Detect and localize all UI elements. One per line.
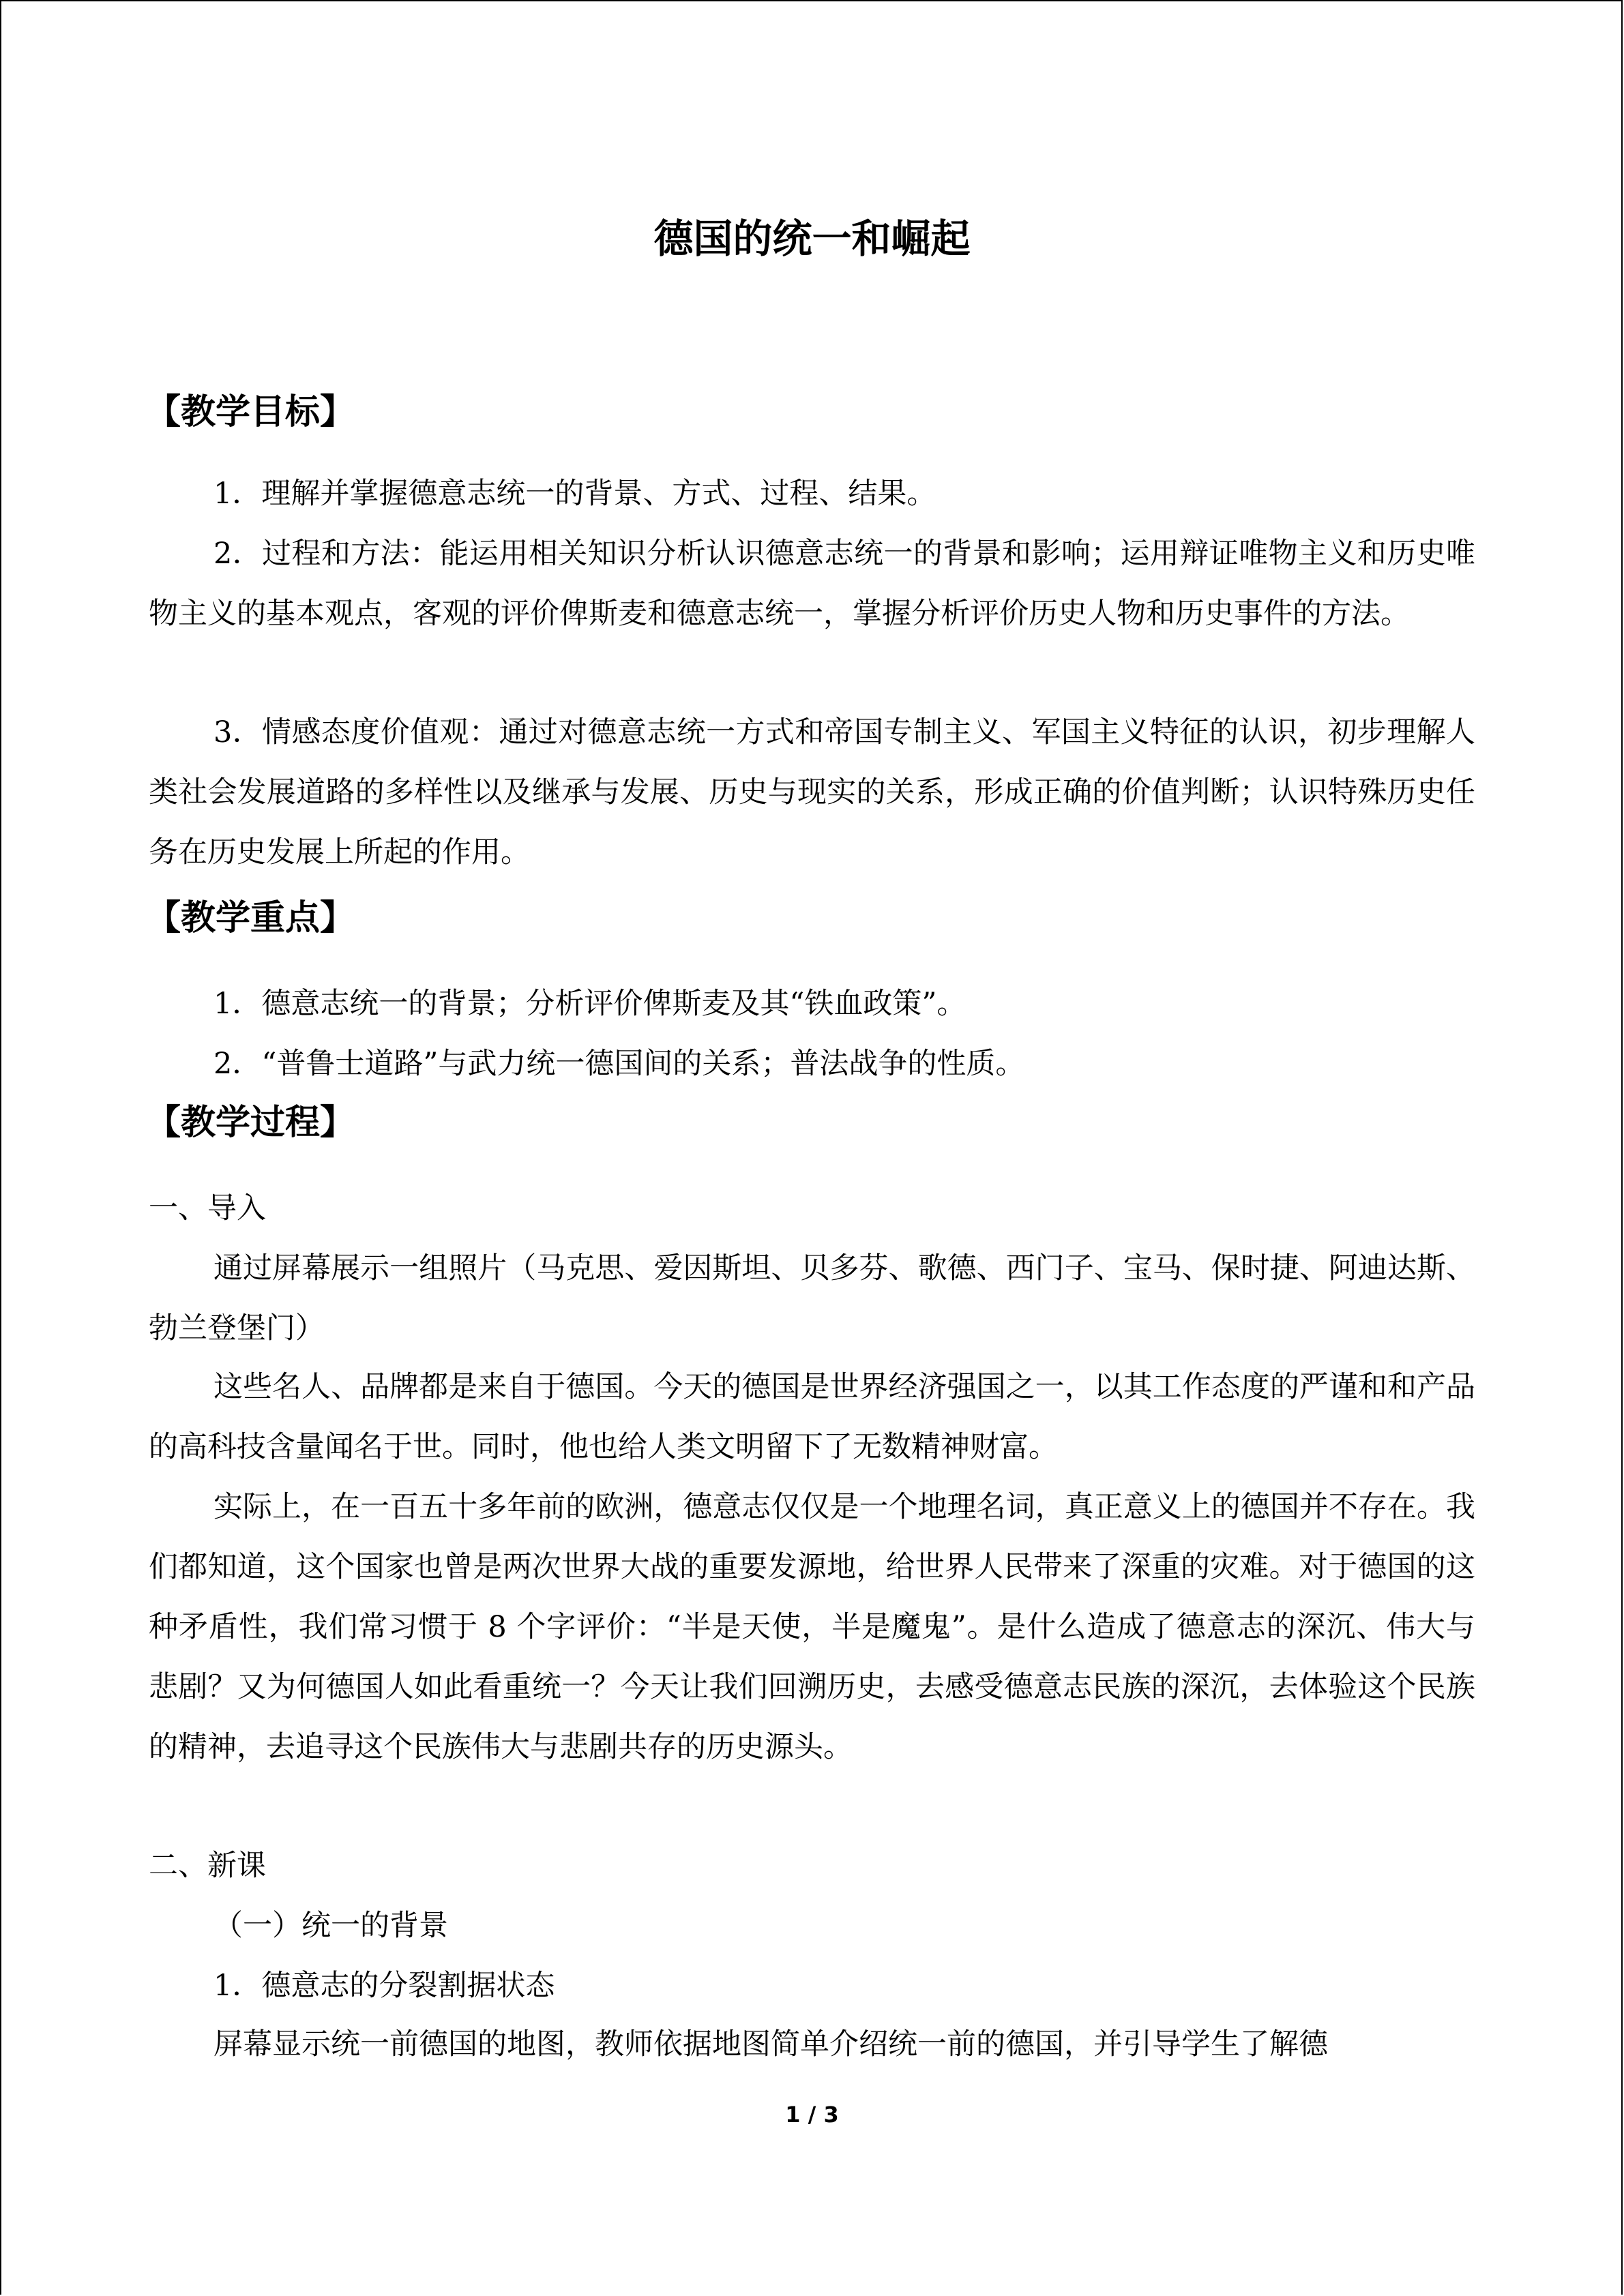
objective-2: 2．过程和方法：能运用相关知识分析认识德意志统一的背景和影响；运用辩证唯物主义和历史唯物主义的基本观点，客观的评价俾斯麦和德意志统一，掌握分析评价历史人物和历史事件的方法。 xyxy=(149,537,1475,631)
heading-keypoints: 【教学重点】 xyxy=(146,898,355,938)
subsection-1-1-heading: 1．德意志的分裂割据状态 xyxy=(213,1969,555,2003)
subsection-1-heading: （一）统一的背景 xyxy=(213,1909,448,1943)
heading-objectives: 【教学目标】 xyxy=(146,392,355,432)
part-1-heading: 一、导入 xyxy=(149,1191,266,1225)
intro-paragraph-1: 通过屏幕展示一组照片（马克思、爱因斯坦、贝多芬、歌德、西门子、宝马、保时捷、阿迪达斯、勃兰登堡门） xyxy=(149,1251,1475,1345)
keypoint-2: 2．“普鲁士道路”与武力统一德国间的关系；普法战争的性质。 xyxy=(213,1047,1025,1081)
intro-paragraph-3: 实际上，在一百五十多年前的欧洲，德意志仅仅是一个地理名词，真正意义上的德国并不存在。我们都知道，这个国家也曾是两次世界大战的重要发源地，给世界人民带来了深重的灾难。对于德国的这种矛盾性，我们常习惯于 8 个字评价：“半是天使，半是魔鬼”。是什么造成了德意志的深沉、伟大与悲剧？又为何德国人如此看重统一？今天让我们回溯历史，去感受德意志民族的深沉，去体验这个民族的精神，去追寻这个民族伟大与悲剧共存的历史源头。 xyxy=(149,1490,1475,1764)
new-lesson-paragraph-1: 屏幕显示统一前德国的地图，教师依据地图简单介绍统一前的德国，并引导学生了解德 xyxy=(213,2027,1328,2061)
document-title: 德国的统一和崛起 xyxy=(653,215,971,262)
keypoint-1: 1．德意志统一的背景；分析评价俾斯麦及其“铁血政策”。 xyxy=(213,987,966,1021)
objective-1: 1．理解并掌握德意志统一的背景、方式、过程、结果。 xyxy=(213,477,936,511)
part-2-heading: 二、新课 xyxy=(149,1849,266,1883)
page-number: 1 / 3 xyxy=(785,2102,839,2128)
objective-3: 3．情感态度价值观：通过对德意志统一方式和帝国专制主义、军国主义特征的认识，初步理解人类社会发展道路的多样性以及继承与发展、历史与现实的关系，形成正确的价值判断；认识特殊历史任务在历史发展上所起的作用。 xyxy=(149,715,1475,869)
heading-process: 【教学过程】 xyxy=(146,1103,355,1143)
intro-paragraph-2: 这些名人、品牌都是来自于德国。今天的德国是世界经济强国之一，以其工作态度的严谨和和产品的高科技含量闻名于世。同时，他也给人类文明留下了无数精神财富。 xyxy=(149,1370,1475,1464)
